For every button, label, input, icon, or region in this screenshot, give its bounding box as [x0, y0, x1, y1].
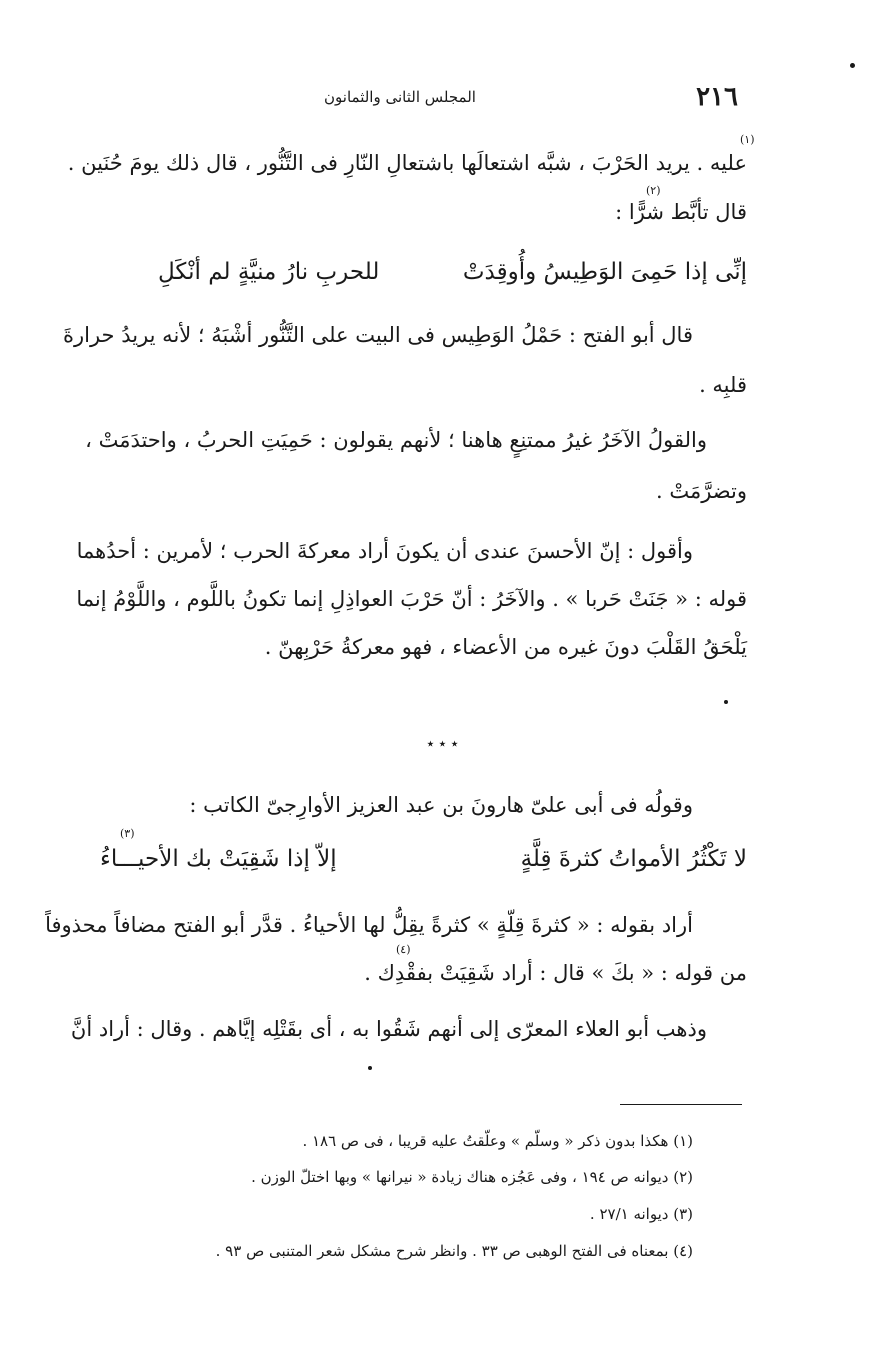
stray-dot	[724, 700, 728, 704]
body-line-5: والقولُ الآخَرُ غيرُ ممتنِعٍ هاهنا ؛ لأنهم يقولون : حَمِيَتِ الحربُ ، واحتدَمَتْ ،	[85, 428, 707, 452]
body-line-6: وتضرَّمَتْ .	[655, 479, 747, 503]
verse-1-first-hemistich: إنِّى إذا حَمِىَ الوَطِيسُ وأُوقِدَتْ	[462, 259, 747, 285]
footnote-rule	[620, 1104, 742, 1105]
running-title: المجلس الثانى والثمانون	[324, 88, 476, 106]
body-line-8: قوله : « جَنَتْ حَربا » . والآخَرُ : أنّ حَرْبَ العواذِلِ إنما تكونُ باللَّوم ، واللَّوْمُ إنما	[76, 587, 747, 611]
footnote-marker-2: (٢)	[646, 184, 661, 197]
verse-2-second-hemistich: إلاّ إذا شَقِيَتْ بك الأحيـــاءُ	[100, 846, 337, 872]
body-line-1: عليه . يريد الحَرْبَ ، شبَّه اشتعالَها باشتعالِ النّارِ فى التَّنُّور ، قال ذلك يومَ حُنَين .	[67, 151, 747, 175]
footnote-3: (٣) ديوانه ٢٧/١ .	[589, 1205, 693, 1223]
verse-2-first-hemistich: لا تَكْثُرُ الأمواتُ كثرةَ قِلَّةٍ	[520, 846, 747, 872]
page-number: ٢١٦	[696, 82, 738, 112]
footnote-2: (٢) ديوانه ص ١٩٤ ، وفى عَجُزه هناك زيادة « نيرانها » وبها اختلّ الوزن .	[251, 1168, 693, 1186]
body-line-11: أراد بقوله : « كثرةَ قِلّةٍ » كثرةً يقِلُّ لها الأحياءُ . قدَّر أبو الفتح مضافاً محذوفاً	[45, 913, 693, 937]
stray-dot	[850, 63, 855, 68]
body-line-12: من قوله : « بكَ » قال : أراد شَقِيَتْ بفقْدِك .	[364, 961, 747, 985]
verse-1-second-hemistich: للحربِ نارُ منيَّةٍ لم أنْكَلِ	[158, 259, 380, 285]
body-line-10: وقولُه فى أبى علىّ هارونَ بن عبد العزيز الأوارِجىّ الكاتب :	[189, 793, 693, 817]
body-line-9: يَلْحَقُ القَلْبَ دونَ غيره من الأعضاء ، فهو معركةُ حَرْبِهنّ .	[264, 635, 747, 659]
body-line-4: قلبِه .	[699, 373, 747, 397]
stray-dot	[368, 1066, 372, 1070]
footnote-4: (٤) بمعناه فى الفتح الوهبى ص ٣٣ . وانظر شرح مشكل شعر المتنبى ص ٩٣ .	[215, 1242, 693, 1260]
body-line-13: وذهب أبو العلاء المعرّى إلى أنهم شَقُوا به ، أى بقَتْلِه إيَّاهم . وقال : أراد أنَّ	[70, 1017, 707, 1041]
section-separator: ٭ ٭ ٭	[426, 736, 459, 752]
footnote-marker-1: (١)	[740, 133, 755, 146]
body-line-3: قال أبو الفتح : حَمْلُ الوَطِيس فى البيت على التَّنُّور أشْبَهُ ؛ لأنه يريدُ حرارةَ	[62, 323, 693, 347]
body-line-7: وأقول : إنّ الأحسنَ عندى أن يكونَ أراد معركةَ الحرب ؛ لأمرين : أحدُهما	[76, 539, 693, 563]
footnote-marker-4: (٤)	[396, 943, 411, 956]
body-line-2: قال تأبَّط شرًّا :	[615, 200, 747, 224]
footnote-1: (١) هكذا بدون ذكر « وسلّم » وعلّقتُ عليه قريبا ، فى ص ١٨٦ .	[302, 1132, 693, 1150]
footnote-marker-3: (٣)	[120, 827, 135, 840]
